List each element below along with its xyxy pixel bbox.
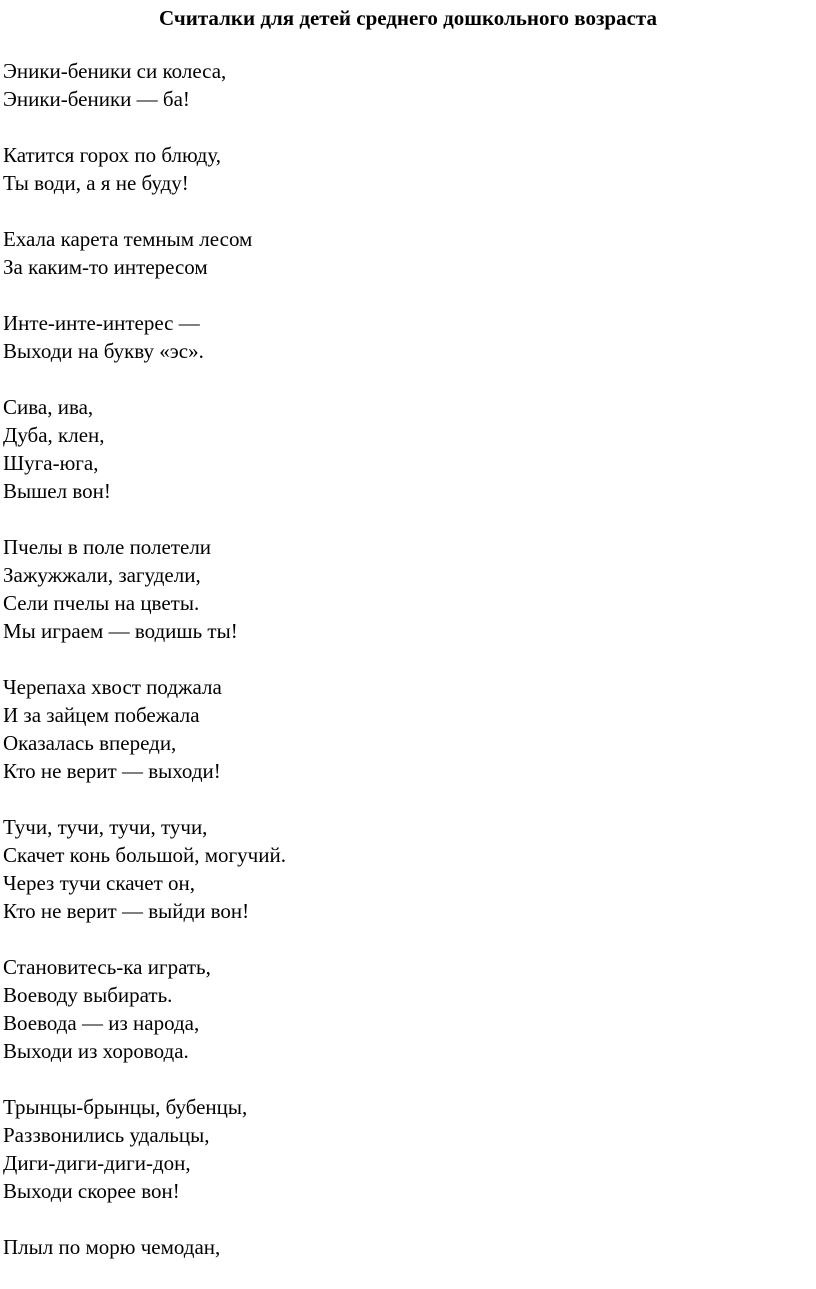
stanza [3,813,813,925]
stanza [3,1233,813,1261]
stanza [3,1093,813,1205]
stanza [3,393,813,505]
verse-line: Воеводу выбирать. [3,983,173,1007]
verse-line: Выходи на букву «эс». [3,339,204,363]
document-body [3,57,813,1289]
verse-line: Трынцы-брынцы, бубенцы, [3,1095,248,1119]
verse-line: Сели пчелы на цветы. [3,591,200,615]
verse-line: Через тучи скачет он, [3,871,196,895]
stanza [3,57,813,113]
verse-line: За каким-то интересом [3,255,208,279]
stanza [3,141,813,197]
verse-line: Скачет конь большой, могучий. [3,843,286,867]
stanza [3,533,813,645]
verse-line: Кто не верит — выйди вон! [3,899,250,923]
verse-line: Ты води, а я не буду! [3,171,189,195]
verse-line: Становитесь-ка играть, [3,955,211,979]
verse-line: Сива, ива, [3,395,94,419]
stanza [3,225,813,281]
verse-line: Эники-беники си колеса, [3,59,227,83]
verse-line: Пчелы в поле полетели [3,535,212,559]
verse-line: Инте-инте-интерес — [3,311,200,335]
verse-line: Оказалась впереди, [3,731,177,755]
stanza [3,953,813,1065]
verse-line: Черепаха хвост поджала [3,675,222,699]
verse-line: Плыл по морю чемодан, [3,1235,221,1259]
verse-line: Шуга-юга, [3,451,99,475]
verse-line: Зажужжали, загудели, [3,563,201,587]
stanza [3,309,813,365]
verse-line: Выходи скорее вон! [3,1179,180,1203]
verse-line: Эники-беники — ба! [3,87,190,111]
verse-line: Мы играем — водишь ты! [3,619,238,643]
verse-line: Раззвонились удальцы, [3,1123,210,1147]
verse-line: Дуба, клен, [3,423,105,447]
verse-line: Катится горох по блюду, [3,143,221,167]
verse-line: Диги-диги-диги-дон, [3,1151,191,1175]
verse-line: Выходи из хоровода. [3,1039,189,1063]
stanza [3,673,813,785]
verse-line: Кто не верит — выходи! [3,759,221,783]
verse-line: Тучи, тучи, тучи, тучи, [3,815,208,839]
verse-line: И за зайцем побежала [3,703,200,727]
verse-line: Ехала карета темным лесом [3,227,253,251]
document-title: Считалки для детей среднего дошкольного возраста [159,6,657,30]
verse-line: Вышел вон! [3,479,111,503]
verse-line: Воевода — из народа, [3,1011,200,1035]
